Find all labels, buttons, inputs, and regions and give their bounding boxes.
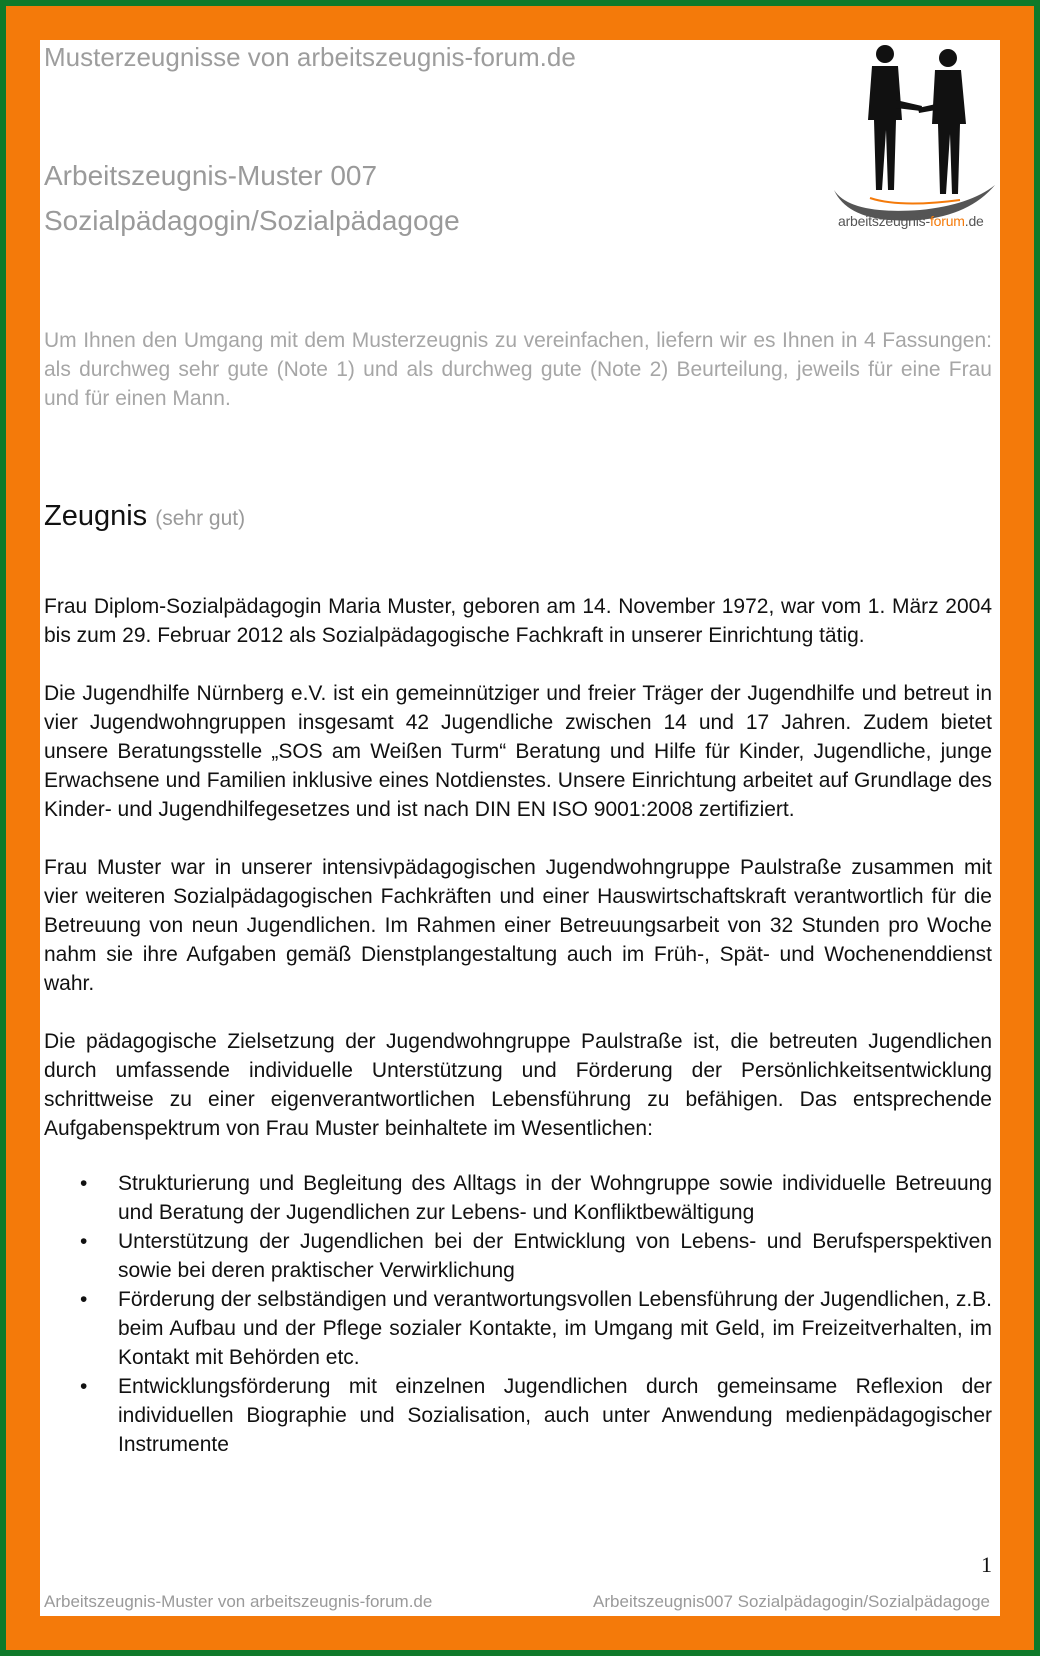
handshake-logo-icon	[830, 40, 1000, 240]
paragraph: Frau Muster war in unserer intensivpädagogischen Jugendwohngruppe Paulstraße zusammen mit vier weiteren Sozialpädagogischen Fachkräften und einer Hauswirtschaftskraft verantwortlich für die Betreuung von neun Jugendlichen. Im Rahmen einer Betreuungsarbeit von 32 Stunden pro Woche nahm sie ihre Aufgaben gemäß Dienstplangestaltung auch im Früh-, Spät- und Wochenenddienst wahr.	[44, 856, 992, 995]
list-item: • Strukturierung und Begleitung des Alltags in der Wohngruppe sowie individuelle Betreuung und Beratung der Jugendlichen zur Lebens- und Konfliktbewältigung	[118, 1169, 992, 1227]
list-item: • Förderung der selbständigen und verantwortungsvollen Lebensführung der Jugendlichen, z.B. beim Aufbau und der Pflege sozialer Kontakte, im Umgang mit Geld, im Freizeitverhalten, im Kontakt mit Behörden etc.	[118, 1285, 992, 1372]
document-body	[44, 592, 992, 1459]
page-number: 1	[981, 1552, 992, 1577]
paragraph: Die Jugendhilfe Nürnberg e.V. ist ein gemeinnütziger und freier Träger der Jugendhilfe und betreut in vier Jugendwohngruppen insgesamt 42 Jugendliche zwischen 14 und 17 Jahren. Zudem bietet unsere Beratungsstelle „SOS am Weißen Turm“ Beratung und Hilfe für Kinder, Jugendliche, junge Erwachsene und Familien inklusive eines Notdienstes. Unsere Einrichtung arbeitet auf Grundlage des Kinder- und Jugendhilfegesetzes und ist nach DIN EN ISO 9001:2008 zertifiziert.	[44, 682, 992, 821]
footer-left: Arbeitszeugnis-Muster von arbeitszeugnis-forum.de	[44, 1592, 433, 1611]
site-header: Musterzeugnisse von arbeitszeugnis-forum.de	[44, 42, 576, 72]
intro-text: Um Ihnen den Umgang mit dem Musterzeugnis zu vereinfachen, liefern wir es Ihnen in 4 Fassungen: als durchweg sehr gute (Note 1) und als durchweg gute (Note 2) Beurteilung, jeweils für eine Frau und für einen Mann.	[44, 329, 992, 410]
list-item: • Unterstützung der Jugendlichen bei der Entwicklung von Lebens- und Berufsperspektiven sowie bei deren praktischer Verwirklichung	[118, 1227, 992, 1285]
paragraph: Frau Diplom-Sozialpädagogin Maria Muster, geboren am 14. November 1972, war vom 1. März 2004 bis zum 29. Februar 2012 als Sozialpädagogische Fachkraft in unserer Einrichtung tätig.	[44, 595, 992, 647]
section-heading: Zeugnis (sehr gut)	[44, 500, 246, 532]
document-subtitle: Sozialpädagogin/Sozialpädagoge	[44, 205, 460, 236]
footer-right: Arbeitszeugnis007 Sozialpädagogin/Sozialpädagoge	[593, 1592, 990, 1611]
list-item: • Entwicklungsförderung mit einzelnen Jugendlichen durch gemeinsame Reflexion der individuellen Biographie und Sozialisation, auch unter Anwendung medienpädagogischer Instrumente	[118, 1372, 992, 1459]
document-title: Arbeitszeugnis-Muster 007	[44, 160, 378, 191]
task-list	[44, 1169, 992, 1459]
logo-wordmark: arbeitszeugnis-forum.de	[838, 213, 984, 229]
paragraph: Die pädagogische Zielsetzung der Jugendwohngruppe Paulstraße ist, die betreuten Jugendlichen durch umfassende individuelle Unterstützung und Förderung der Persönlichkeitsentwicklung schrittweise zu einer eigenverantwortlichen Lebensführung zu befähigen. Das entsprechende Aufgabenspektrum von Frau Muster beinhaltete im Wesentlichen:	[44, 1030, 992, 1140]
document-page	[40, 40, 1000, 1616]
